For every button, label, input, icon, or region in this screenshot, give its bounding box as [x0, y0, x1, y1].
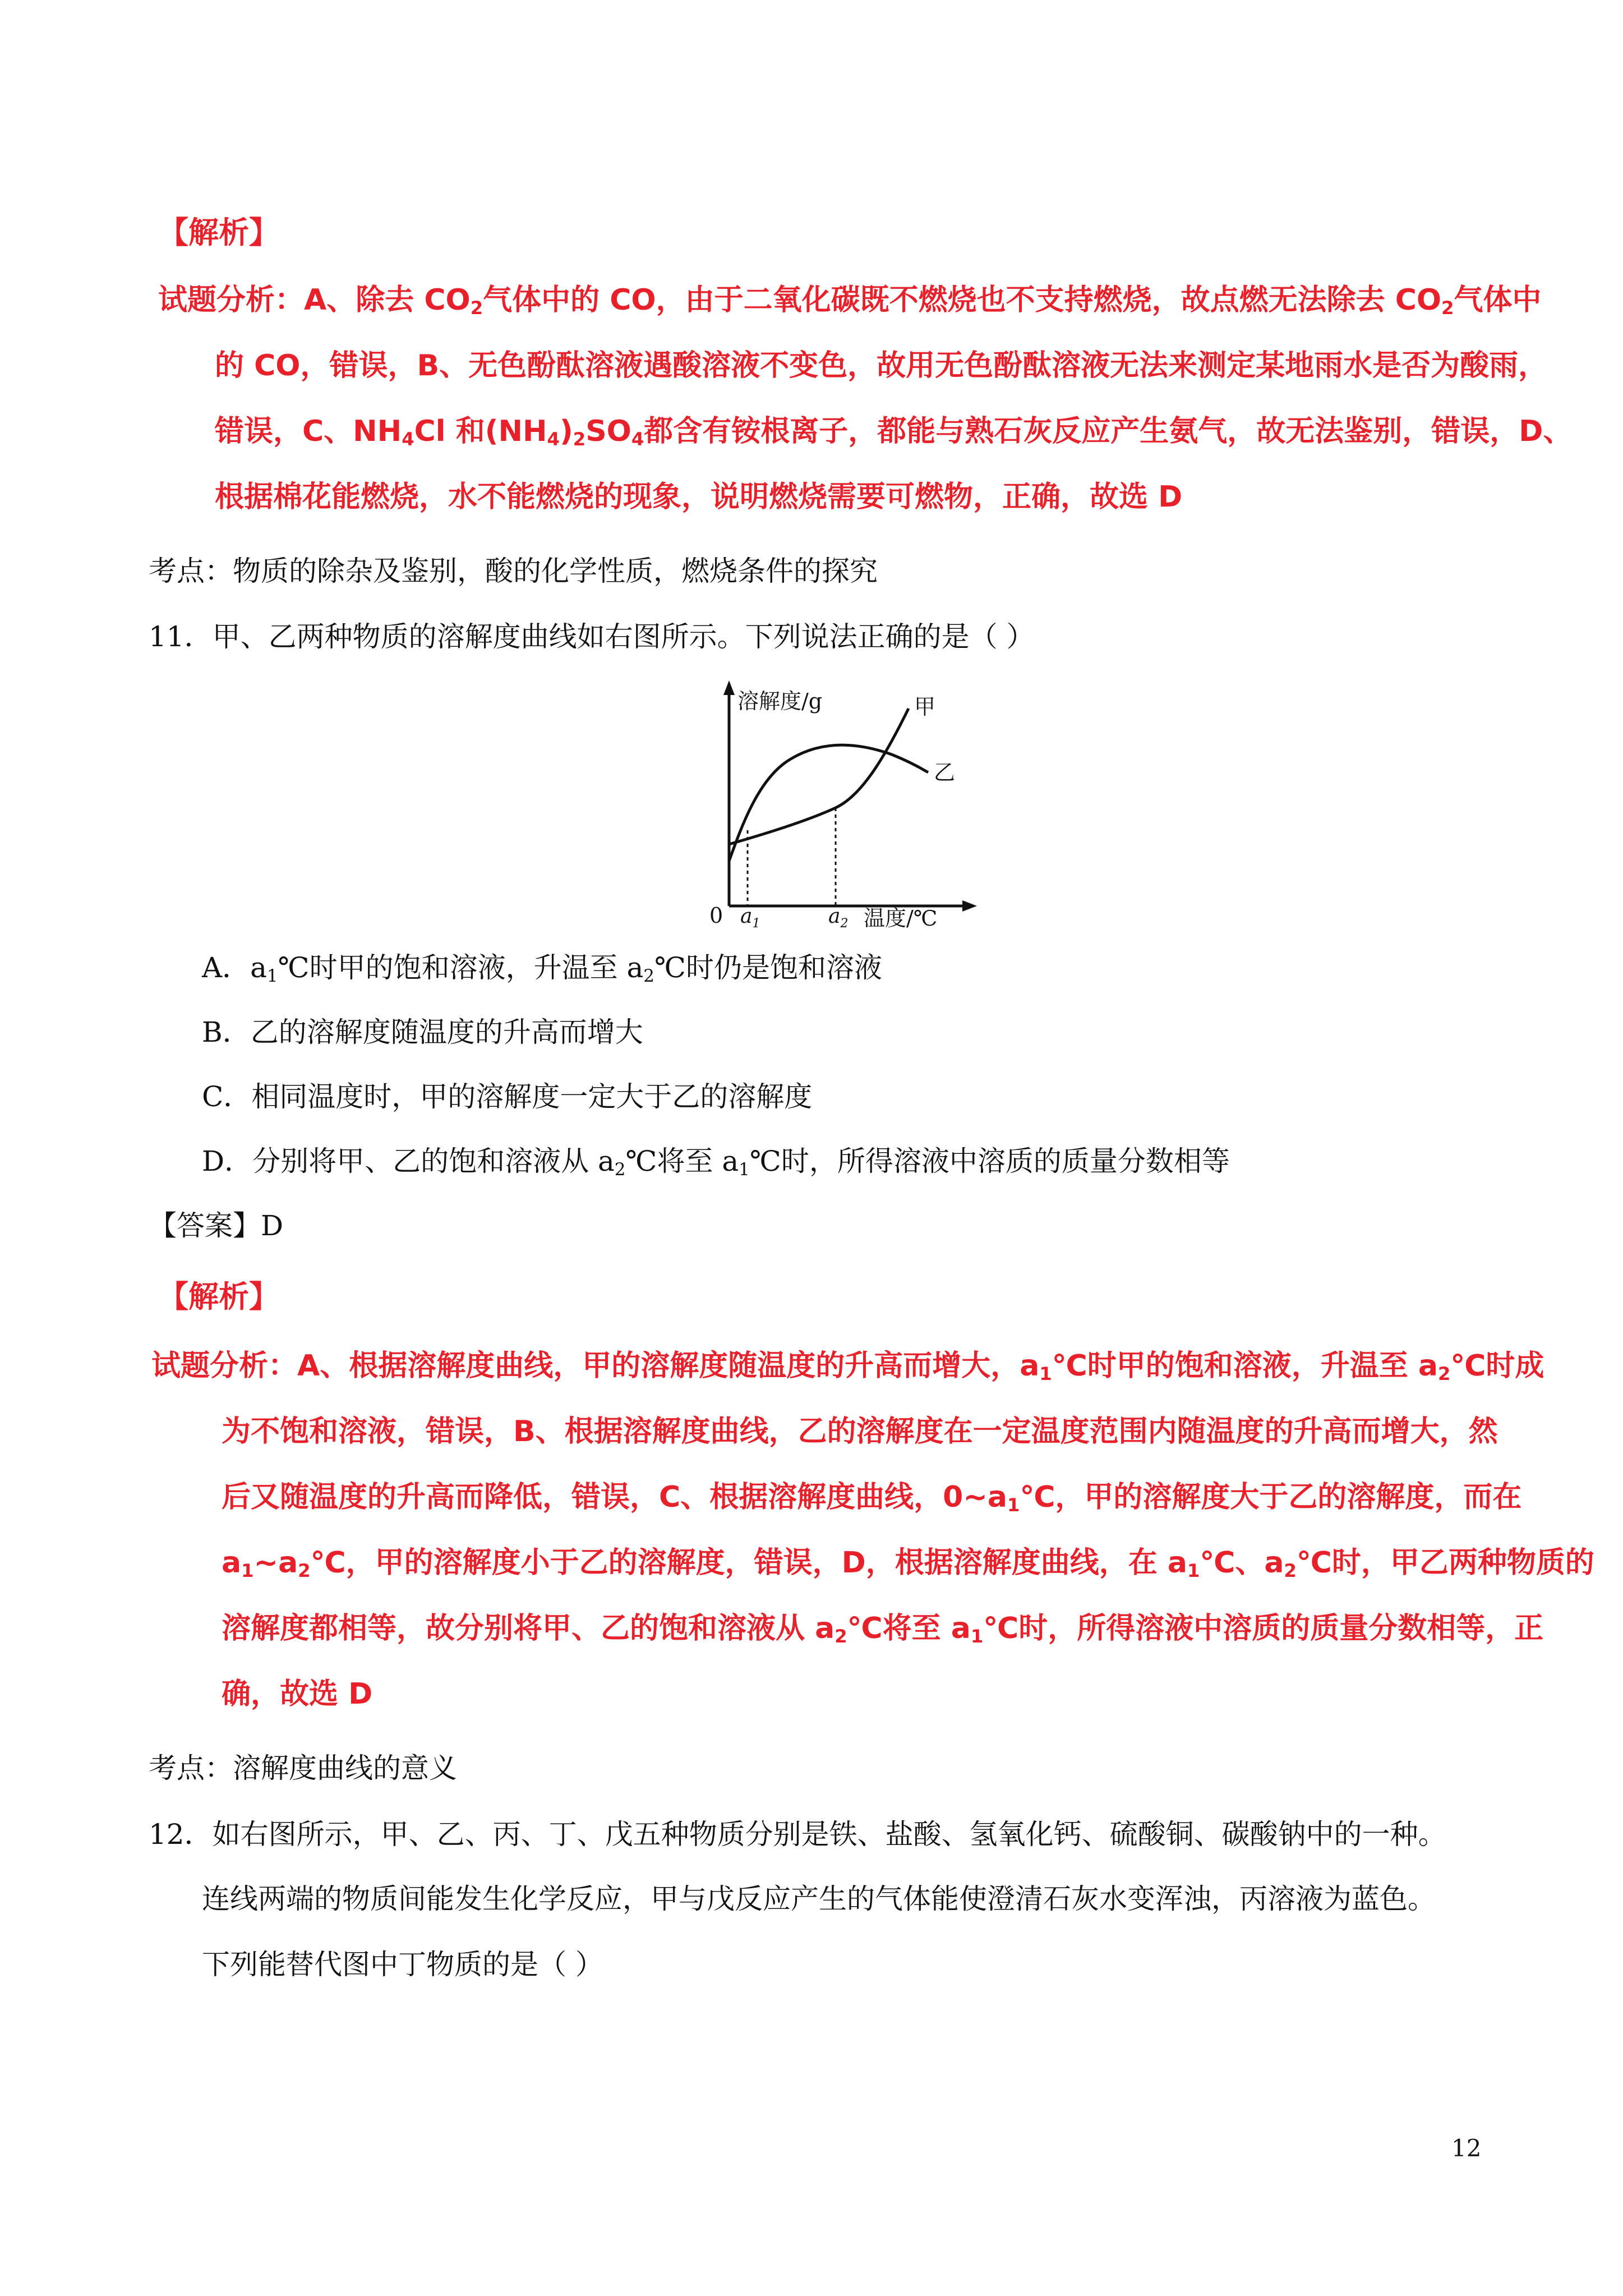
curve-jia: [729, 708, 909, 844]
x-tick-a2: $a_2$: [828, 905, 849, 928]
analysis-line: 根据棉花能燃烧，水不能燃烧的现象，说明燃烧需要可燃物，正确，故选 D: [215, 480, 1183, 514]
kaodian-text: 考点：物质的除杂及鉴别，酸的化学性质，燃烧条件的探究: [149, 555, 878, 587]
analysis-header: 【解析】: [158, 1279, 279, 1314]
answer-text: 【答案】D: [149, 1209, 284, 1242]
analysis-line: 溶解度都相等，故分别将甲、乙的饱和溶液从 $a_2℃$将至 $a_1℃$时，所得溶液中溶质的质量分数相等，正: [222, 1612, 1544, 1648]
page-number: 12: [1451, 2134, 1482, 2162]
analysis-header: 【解析】: [158, 215, 279, 250]
kaodian-text: 考点：溶解度曲线的意义: [149, 1752, 457, 1784]
question-stem: 12．如右图所示，甲、乙、丙、丁、戊五种物质分别是铁、盐酸、氢氧化钙、硫酸铜、碳酸钠中的一种。: [149, 1818, 1446, 1851]
question-stem: 下列能替代图中丁物质的是（ ）: [202, 1948, 603, 1981]
x-axis-arrow: [962, 900, 977, 912]
option-a: A．$a_1℃$时甲的饱和溶液，升温至 $a_2℃$时仍是饱和溶液: [202, 951, 882, 986]
option-c: C．相同温度时，甲的溶解度一定大于乙的溶解度: [202, 1080, 813, 1113]
analysis-line: 的 CO，错误，B、无色酚酞溶液遇酸溶液不变色，故用无色酚酞溶液无法来测定某地雨水是否为酸雨，: [215, 349, 1548, 383]
analysis-line: 确，故选 D: [222, 1677, 373, 1711]
question-stem: 11．甲、乙两种物质的溶解度曲线如右图所示。下列说法正确的是（ ）: [149, 620, 1035, 653]
question-stem: 连线两端的物质间能发生化学反应，甲与戊反应产生的气体能使澄清石灰水变浑浊，丙溶液为蓝色。: [202, 1883, 1436, 1915]
solubility-curve-graph: [707, 676, 987, 928]
x-tick-a1: $a_1$: [740, 905, 760, 928]
series-label-jia: 甲: [914, 694, 936, 719]
analysis-line: 错误，C、$NH_4Cl$ 和$(NH_4)_2SO_4$都含有铵根离子，都能与熟石灰反应产生氨气，故无法鉴别，错误，D、: [215, 415, 1573, 450]
analysis-line: 后又随温度的升高而降低，错误，C、根据溶解度曲线，$0\sim a_1℃$，甲的溶解度大于乙的溶解度，而在: [222, 1480, 1522, 1516]
y-axis-arrow: [723, 680, 735, 695]
analysis-line: 为不饱和溶液，错误，B、根据溶解度曲线，乙的溶解度在一定温度范围内随温度的升高而增大，然: [222, 1415, 1498, 1448]
curve-yi: [729, 745, 928, 861]
series-label-yi: 乙: [934, 760, 956, 785]
x-axis-label: 温度/℃: [864, 906, 938, 928]
analysis-line: $a_1\sim a_2℃$，甲的溶解度小于乙的溶解度，错误，D，根据溶解度曲线，在 $a_1℃$、$a_2℃$时，甲乙两种物质的: [222, 1546, 1594, 1582]
option-d: D．分别将甲、乙的饱和溶液从 $a_2℃$将至 $a_1℃$时，所得溶液中溶质的质量分数相等: [202, 1145, 1230, 1180]
analysis-line: 试题分析：A、根据溶解度曲线，甲的溶解度随温度的升高而增大，$a_1℃$时甲的饱和溶液，升温至 $a_2℃$时成: [151, 1349, 1544, 1385]
option-b: B．乙的溶解度随温度的升高而增大: [202, 1016, 643, 1048]
y-axis-label: 溶解度/g: [737, 689, 823, 714]
analysis-line: 试题分析：A、除去 $CO_2$气体中的 CO，由于二氧化碳既不燃烧也不支持燃烧，故点燃无法除去 $CO_2$气体中: [158, 283, 1542, 319]
origin-label: 0: [709, 903, 723, 928]
